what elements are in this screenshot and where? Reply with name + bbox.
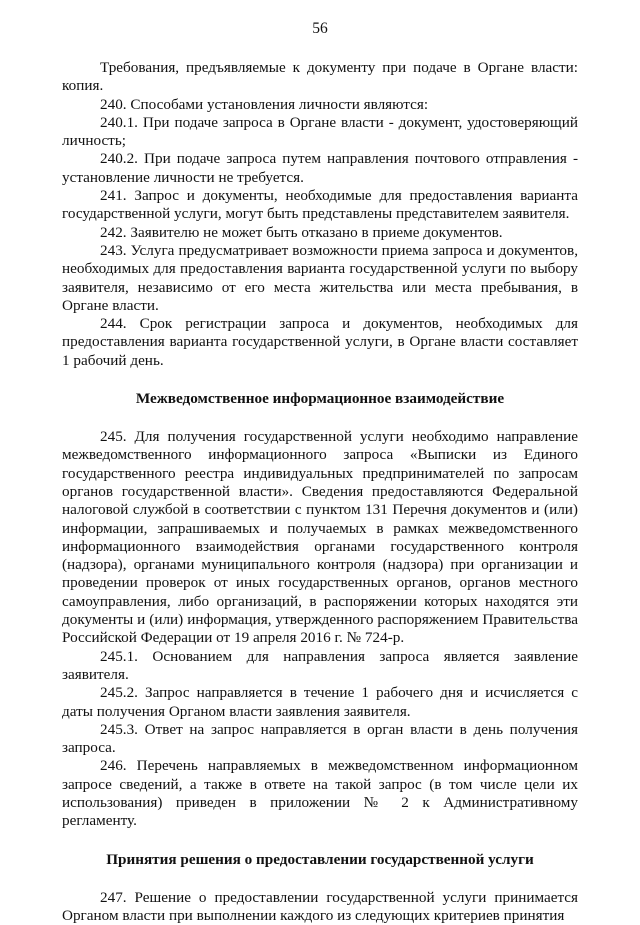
paragraph: Требования, предъявляемые к документу при подаче в Органе власти: копия. [62, 59, 578, 95]
paragraphs-top [62, 59, 578, 370]
paragraph: 240.2. При подаче запроса путем направления почтового отправления - установление личности не требуется. [62, 150, 578, 186]
paragraph: 247. Решение о предоставлении государственной услуги принимается Органом власти при выполнении каждого из следующих критериев принятия [62, 888, 578, 924]
paragraph: 244. Срок регистрации запроса и документов, необходимых для предоставления варианта государственной услуги, в Органе власти составляет 1 рабочий день. [62, 315, 578, 369]
section-heading-decision: Принятия решения о предоставлении государственной услуги [106, 850, 534, 868]
paragraph: 243. Услуга предусматривает возможности приема запроса и документов, необходимых для предоставления варианта государственной услуги по выбору заявителя, независимо от его места жительства или места пребывания, в Органе власти. [62, 241, 578, 314]
paragraph: 246. Перечень направляемых в межведомственном информационном запросе сведений, а также в ответе на такой запрос (в том числе цели их использования) приведен в приложении № 2 к Административному регламенту. [62, 757, 578, 830]
paragraph: 241. Запрос и документы, необходимые для предоставления варианта государственной услуги, могут быть представлены представителем заявителя. [62, 187, 578, 223]
section-heading-interagency: Межведомственное информационное взаимодействие [135, 390, 505, 408]
paragraph: 245.1. Основанием для направления запроса является заявление заявителя. [62, 647, 578, 683]
paragraphs-middle [62, 428, 578, 831]
paragraph: 245.2. Запрос направляется в течение 1 рабочего дня и исчисляется с даты получения Органом власти заявления заявителя. [62, 684, 578, 720]
paragraphs-bottom [62, 889, 578, 925]
paragraph: 245.3. Ответ на запрос направляется в орган власти в день получения запроса. [62, 720, 578, 757]
paragraph: 242. Заявителю не может быть отказано в приеме документов. [100, 223, 503, 241]
paragraph: 245. Для получения государственной услуги необходимо направление межведомственного информационного запроса «Выписки из Единого государственного реестра индивидуальных предпринимателей по запросам органов государственной власти». Сведения предоставляются Федеральной налоговой службой в соответствии с пунктом 131 Перечня документов и (или) информации, запрашиваемых и получаемых в рамках межведомственного информационного взаимодействия органами государственного контроля (надзора), органами муниципального контроля (надзора) при организации и проведении проверок от иных государственных органов, органов местного самоуправления, либо организаций, в распоряжении которых находятся эти документы и (или) информация, утвержденного распоряжением Правительства Российской Федерации от 19 апреля 2016 г. № 724-р. [62, 428, 578, 647]
page-number: 56 [312, 20, 328, 37]
paragraph: 240.1. При подаче запроса в Органе власти - документ, удостоверяющий личность; [62, 113, 578, 150]
paragraph: 240. Способами установления личности являются: [100, 95, 429, 113]
